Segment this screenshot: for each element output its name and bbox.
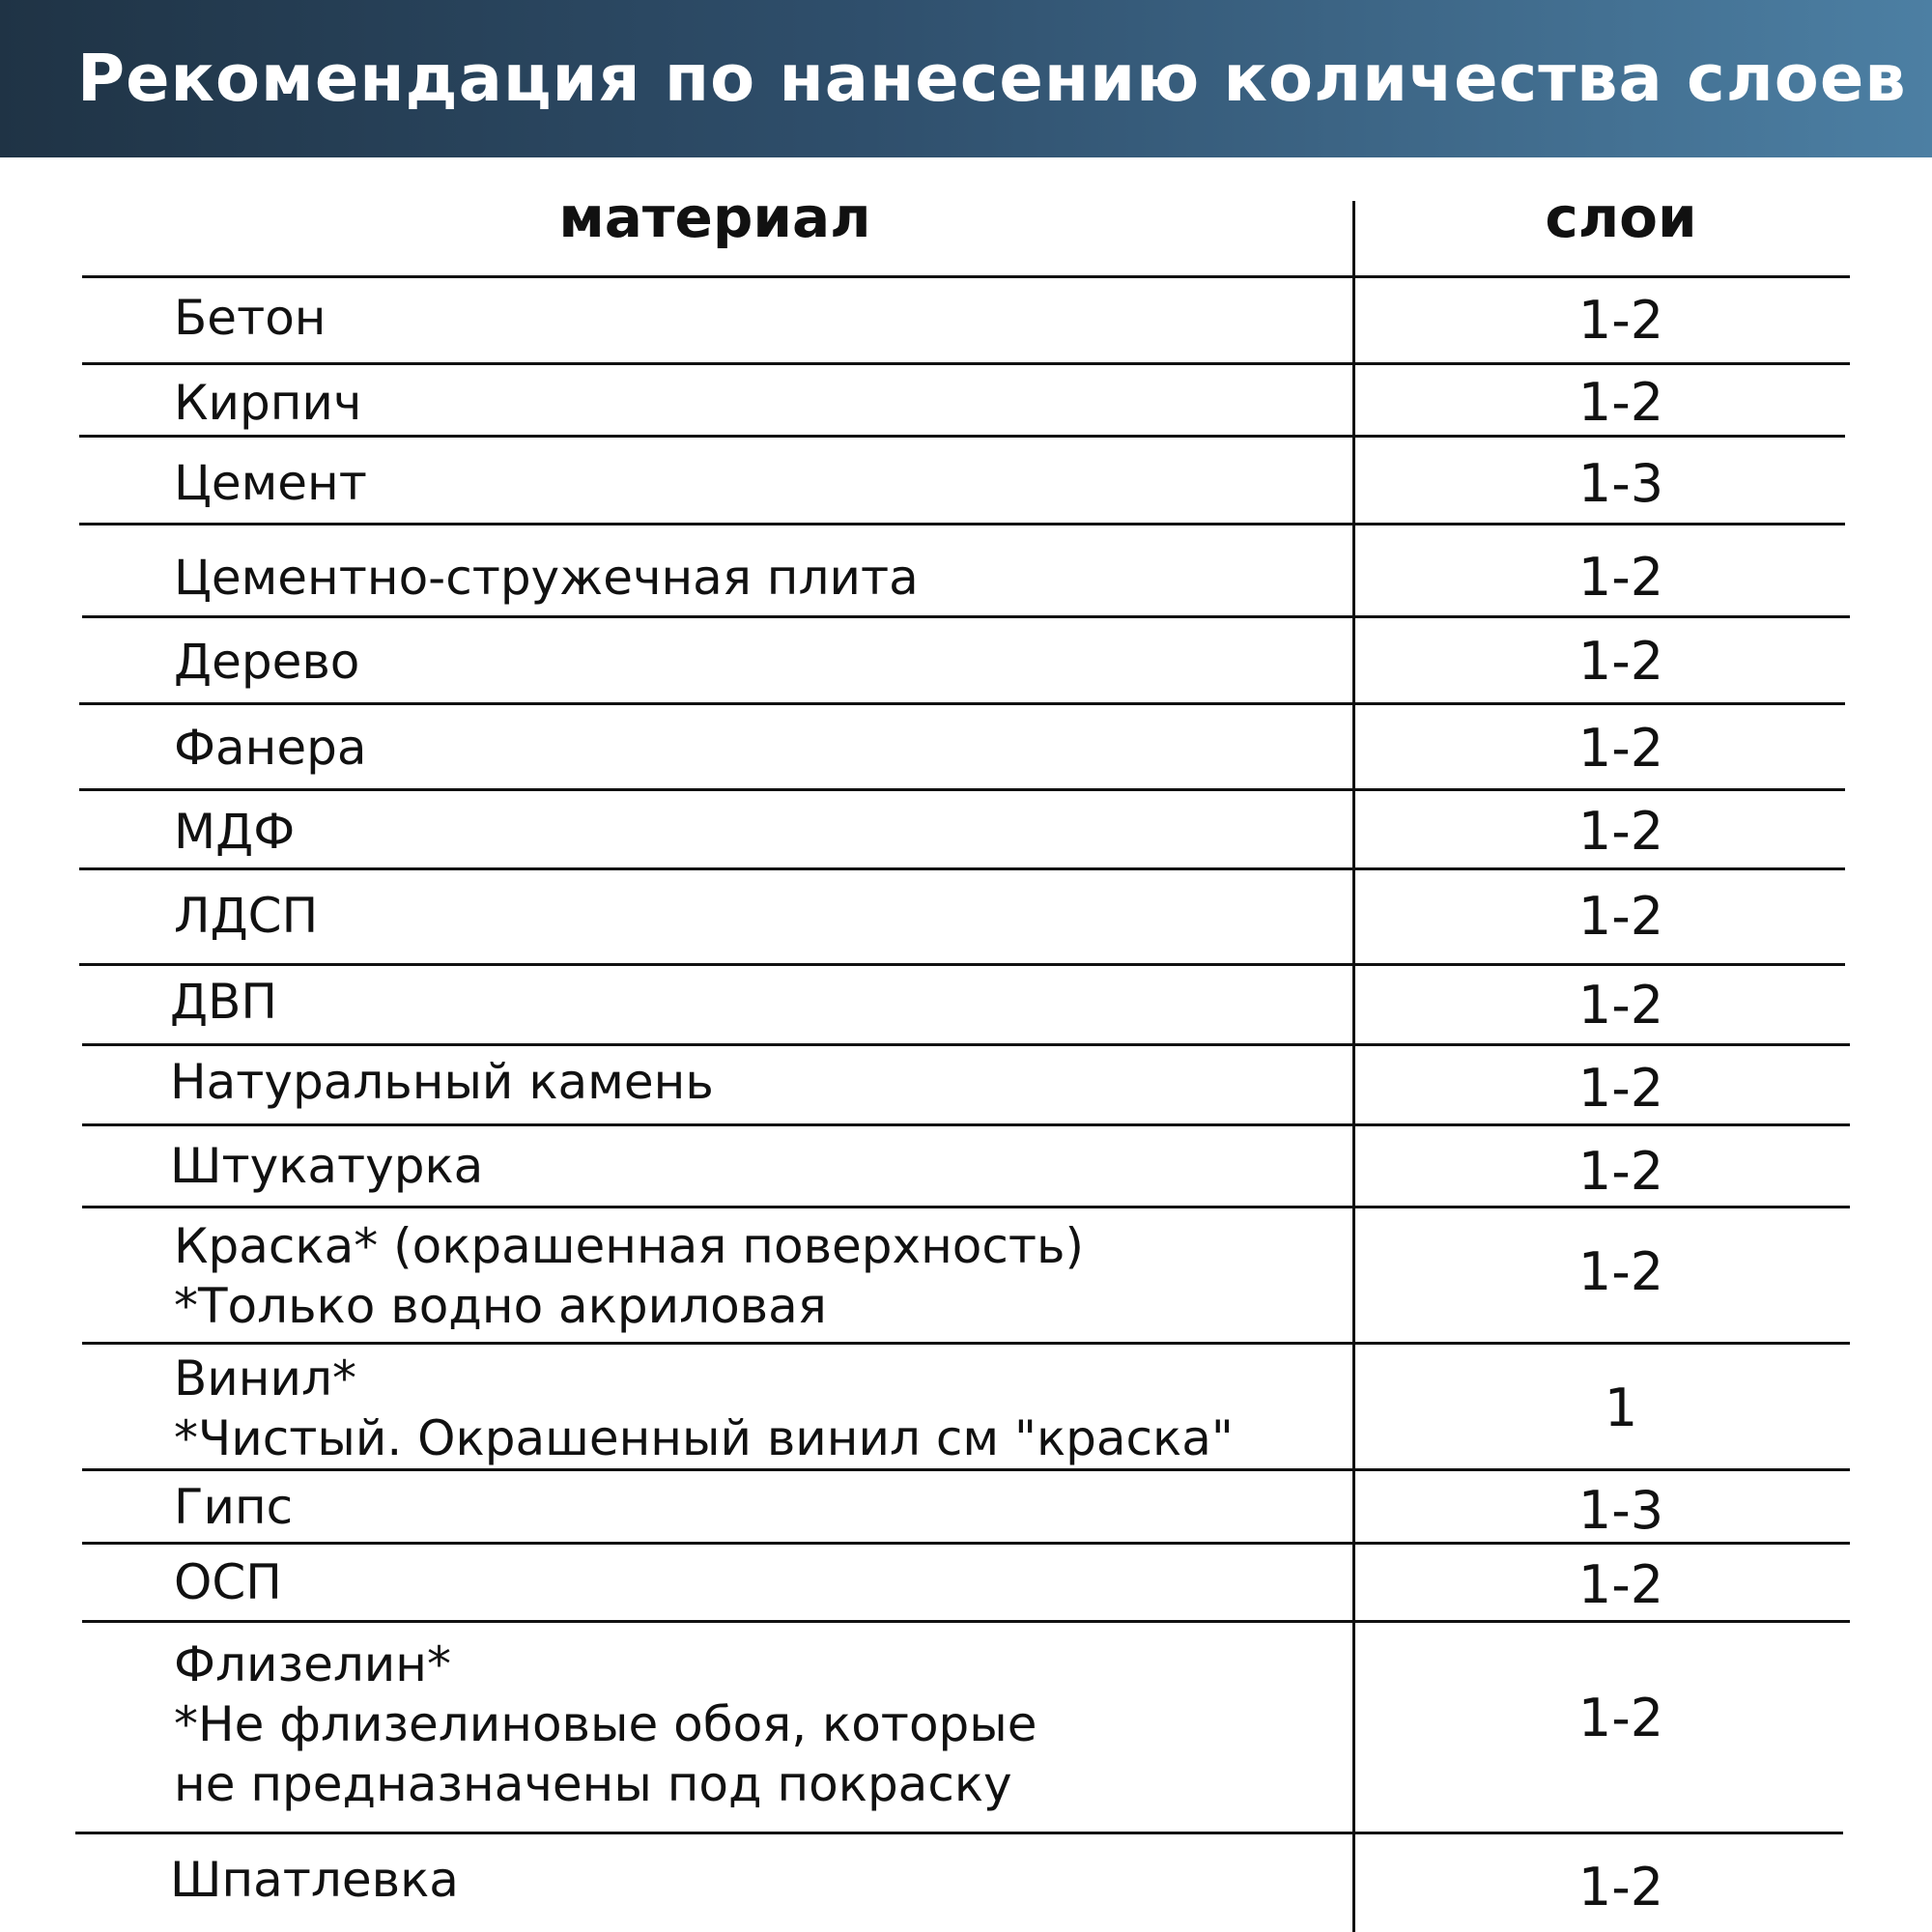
material-cell-dvp: ДВП (170, 974, 277, 1030)
material-cell-osp: ОСП (174, 1554, 282, 1610)
layers-cell: 1 (1604, 1378, 1638, 1438)
material-cell-shpatlevka: Шпатлевка (170, 1852, 459, 1908)
material-cell-derevo: Дерево (174, 634, 360, 690)
row-divider (75, 1832, 1843, 1834)
row-divider (79, 702, 1845, 705)
layers-cell: 1-2 (1577, 1688, 1664, 1748)
row-divider (82, 1342, 1850, 1345)
material-cell-kraska: Краска* (окрашенная поверхность) *Только водно акриловая (174, 1218, 1084, 1334)
row-divider (79, 867, 1845, 870)
layers-cell: 1-2 (1577, 631, 1664, 692)
row-divider (82, 1043, 1850, 1046)
row-divider (82, 362, 1850, 365)
material-cell-cement: Цемент (174, 455, 367, 511)
row-divider (79, 435, 1845, 438)
layers-cell: 1-2 (1577, 1141, 1664, 1202)
layers-cell: 1-2 (1577, 1241, 1664, 1302)
material-cell-beton: Бетон (174, 290, 327, 346)
layers-cell: 1-2 (1577, 1857, 1664, 1918)
row-divider (82, 1620, 1850, 1623)
layers-cell: 1-2 (1577, 547, 1664, 608)
layers-cell: 1-2 (1577, 801, 1664, 862)
material-cell-kirpich: Кирпич (174, 375, 362, 431)
material-cell-flizelin: Флизелин* *Не флизелиновые обоя, которые не предназначены под покраску (174, 1636, 1037, 1812)
row-divider (82, 1542, 1850, 1545)
layers-cell: 1-3 (1577, 453, 1664, 514)
row-divider (79, 788, 1845, 791)
header-banner (0, 0, 1932, 157)
row-divider (79, 523, 1845, 526)
material-cell-vinil: Винил* *Чистый. Окрашенный винил см "краска" (174, 1350, 1234, 1466)
layers-cell: 1-2 (1577, 975, 1664, 1036)
layers-cell: 1-2 (1577, 718, 1664, 779)
material-cell-shtukaturka: Штукатурка (170, 1138, 484, 1194)
layers-cell: 1-3 (1577, 1480, 1664, 1541)
material-cell-ldsp: ЛДСП (174, 888, 319, 944)
layers-cell: 1-2 (1577, 1058, 1664, 1119)
row-divider (82, 1206, 1850, 1208)
row-divider (82, 275, 1850, 278)
page-title: Рекомендация по нанесению количества слоев (77, 41, 1907, 116)
material-cell-gips: Гипс (174, 1479, 294, 1535)
material-cell-mdf: МДФ (174, 804, 296, 860)
row-divider (82, 1123, 1850, 1126)
material-cell-csp: Цементно-стружечная плита (174, 550, 919, 606)
row-divider (82, 1468, 1850, 1471)
row-divider (79, 963, 1845, 966)
layers-cell: 1-2 (1577, 1554, 1664, 1615)
column-header-layers: слои (1545, 185, 1697, 250)
row-divider (82, 615, 1850, 618)
layers-cell: 1-2 (1577, 372, 1664, 433)
material-cell-kamen: Натуральный камень (170, 1054, 714, 1110)
layers-cell: 1-2 (1577, 290, 1664, 351)
material-cell-fanera: Фанера (174, 720, 367, 776)
column-header-material: материал (558, 185, 871, 250)
layers-cell: 1-2 (1577, 886, 1664, 947)
